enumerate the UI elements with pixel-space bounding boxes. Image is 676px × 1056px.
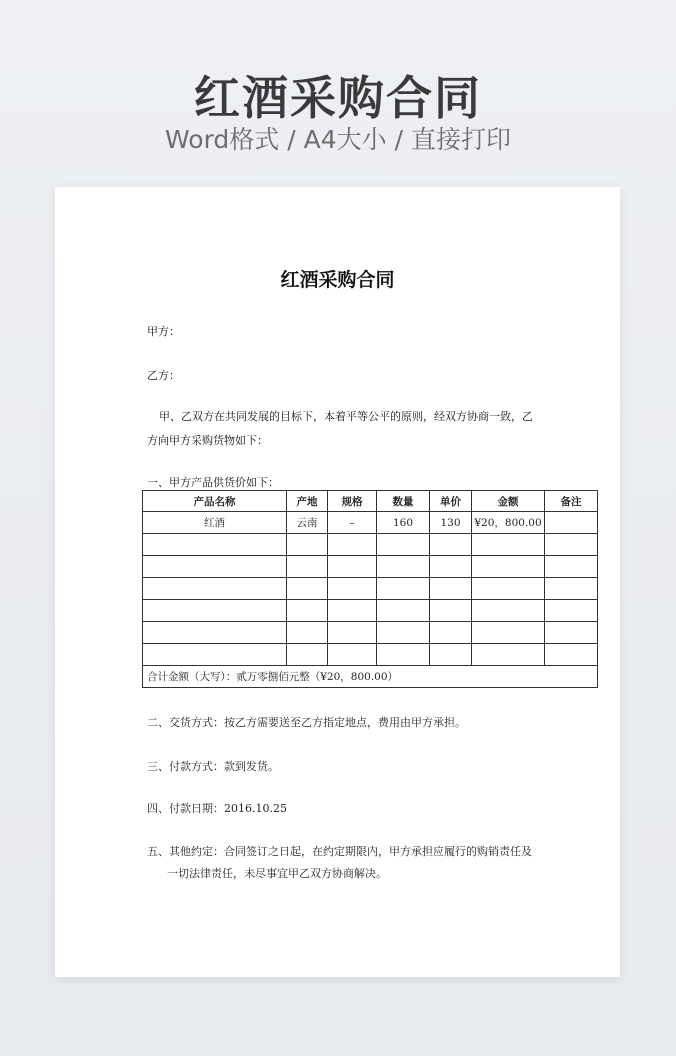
- cell-origin: [287, 556, 328, 578]
- cell-amount: [472, 622, 545, 644]
- cell-origin: 云南: [287, 512, 328, 534]
- cell-unit-price: [430, 556, 472, 578]
- cell-quantity: [377, 578, 430, 600]
- header-quantity: 数量: [377, 491, 430, 512]
- cell-product-name: [143, 578, 287, 600]
- banner-title: 红酒采购合同: [194, 71, 482, 125]
- table-row: [143, 534, 598, 556]
- cell-quantity: 160: [377, 512, 430, 534]
- table-row: [143, 578, 598, 600]
- clause-other-line2: 一切法律责任，未尽事宜甲乙双方协商解决。: [167, 867, 387, 880]
- intro-paragraph-line2: 方向甲方采购货物如下：: [147, 434, 268, 447]
- cell-unit-price: [430, 622, 472, 644]
- table-row: [143, 556, 598, 578]
- document-page: [55, 187, 620, 977]
- cell-origin: [287, 644, 328, 666]
- cell-spec: [328, 534, 377, 556]
- header-product-name: 产品名称: [143, 491, 287, 512]
- cell-spec: [328, 622, 377, 644]
- cell-product-name: 红酒: [143, 512, 287, 534]
- party-a-label: 甲方：: [147, 325, 180, 338]
- total-amount: 合计金额（大写）：贰万零捌佰元整（¥20，800.00）: [143, 666, 598, 688]
- cell-amount: ¥20，800.00: [472, 512, 545, 534]
- clause-payment-method: 三、付款方式：款到发货。: [147, 760, 279, 773]
- cell-origin: [287, 578, 328, 600]
- cell-unit-price: 130: [430, 512, 472, 534]
- section1-heading: 一、甲方产品供货价如下：: [147, 476, 279, 489]
- cell-unit-price: [430, 534, 472, 556]
- cell-remarks: [545, 534, 598, 556]
- cell-product-name: [143, 556, 287, 578]
- banner-subtitle: Word格式 / A4大小 / 直接打印: [165, 125, 511, 154]
- cell-amount: [472, 534, 545, 556]
- cell-remarks: [545, 556, 598, 578]
- cell-quantity: [377, 556, 430, 578]
- table-row: [143, 600, 598, 622]
- header-amount: 金额: [472, 491, 545, 512]
- header-spec: 规格: [328, 491, 377, 512]
- cell-amount: [472, 600, 545, 622]
- clause-delivery: 二、交货方式：按乙方需要送至乙方指定地点，费用由甲方承担。: [147, 716, 466, 729]
- cell-unit-price: [430, 644, 472, 666]
- table-header-row: [143, 491, 598, 512]
- table-total-row: [143, 666, 598, 688]
- goods-table: [142, 490, 598, 688]
- cell-quantity: [377, 644, 430, 666]
- cell-remarks: [545, 644, 598, 666]
- cell-origin: [287, 600, 328, 622]
- table-row: [143, 512, 598, 534]
- cell-product-name: [143, 534, 287, 556]
- cell-amount: [472, 644, 545, 666]
- table-row: [143, 644, 598, 666]
- cell-product-name: [143, 622, 287, 644]
- cell-remarks: [545, 600, 598, 622]
- cell-quantity: [377, 622, 430, 644]
- cell-remarks: [545, 512, 598, 534]
- header-remarks: 备注: [545, 491, 598, 512]
- clause-payment-date: 四、付款日期：2016.10.25: [147, 802, 287, 815]
- cell-remarks: [545, 622, 598, 644]
- header-origin: 产地: [287, 491, 328, 512]
- cell-origin: [287, 622, 328, 644]
- cell-amount: [472, 578, 545, 600]
- cell-remarks: [545, 578, 598, 600]
- cell-unit-price: [430, 600, 472, 622]
- cell-product-name: [143, 644, 287, 666]
- cell-product-name: [143, 600, 287, 622]
- header-unit-price: 单价: [430, 491, 472, 512]
- cell-quantity: [377, 534, 430, 556]
- cell-spec: [328, 578, 377, 600]
- cell-origin: [287, 534, 328, 556]
- cell-quantity: [377, 600, 430, 622]
- intro-paragraph-line1: 甲、乙双方在共同发展的目标下，本着平等公平的原则，经双方协商一致，乙: [159, 410, 533, 423]
- cell-spec: [328, 556, 377, 578]
- cell-spec: –: [328, 512, 377, 534]
- cell-spec: [328, 600, 377, 622]
- clause-other-line1: 五、其他约定：合同签订之日起，在约定期限内，甲方承担应履行的购销责任及: [147, 845, 532, 858]
- cell-amount: [472, 556, 545, 578]
- cell-spec: [328, 644, 377, 666]
- party-b-label: 乙方：: [147, 369, 180, 382]
- cell-unit-price: [430, 578, 472, 600]
- table-row: [143, 622, 598, 644]
- document-title: 红酒采购合同: [280, 269, 395, 291]
